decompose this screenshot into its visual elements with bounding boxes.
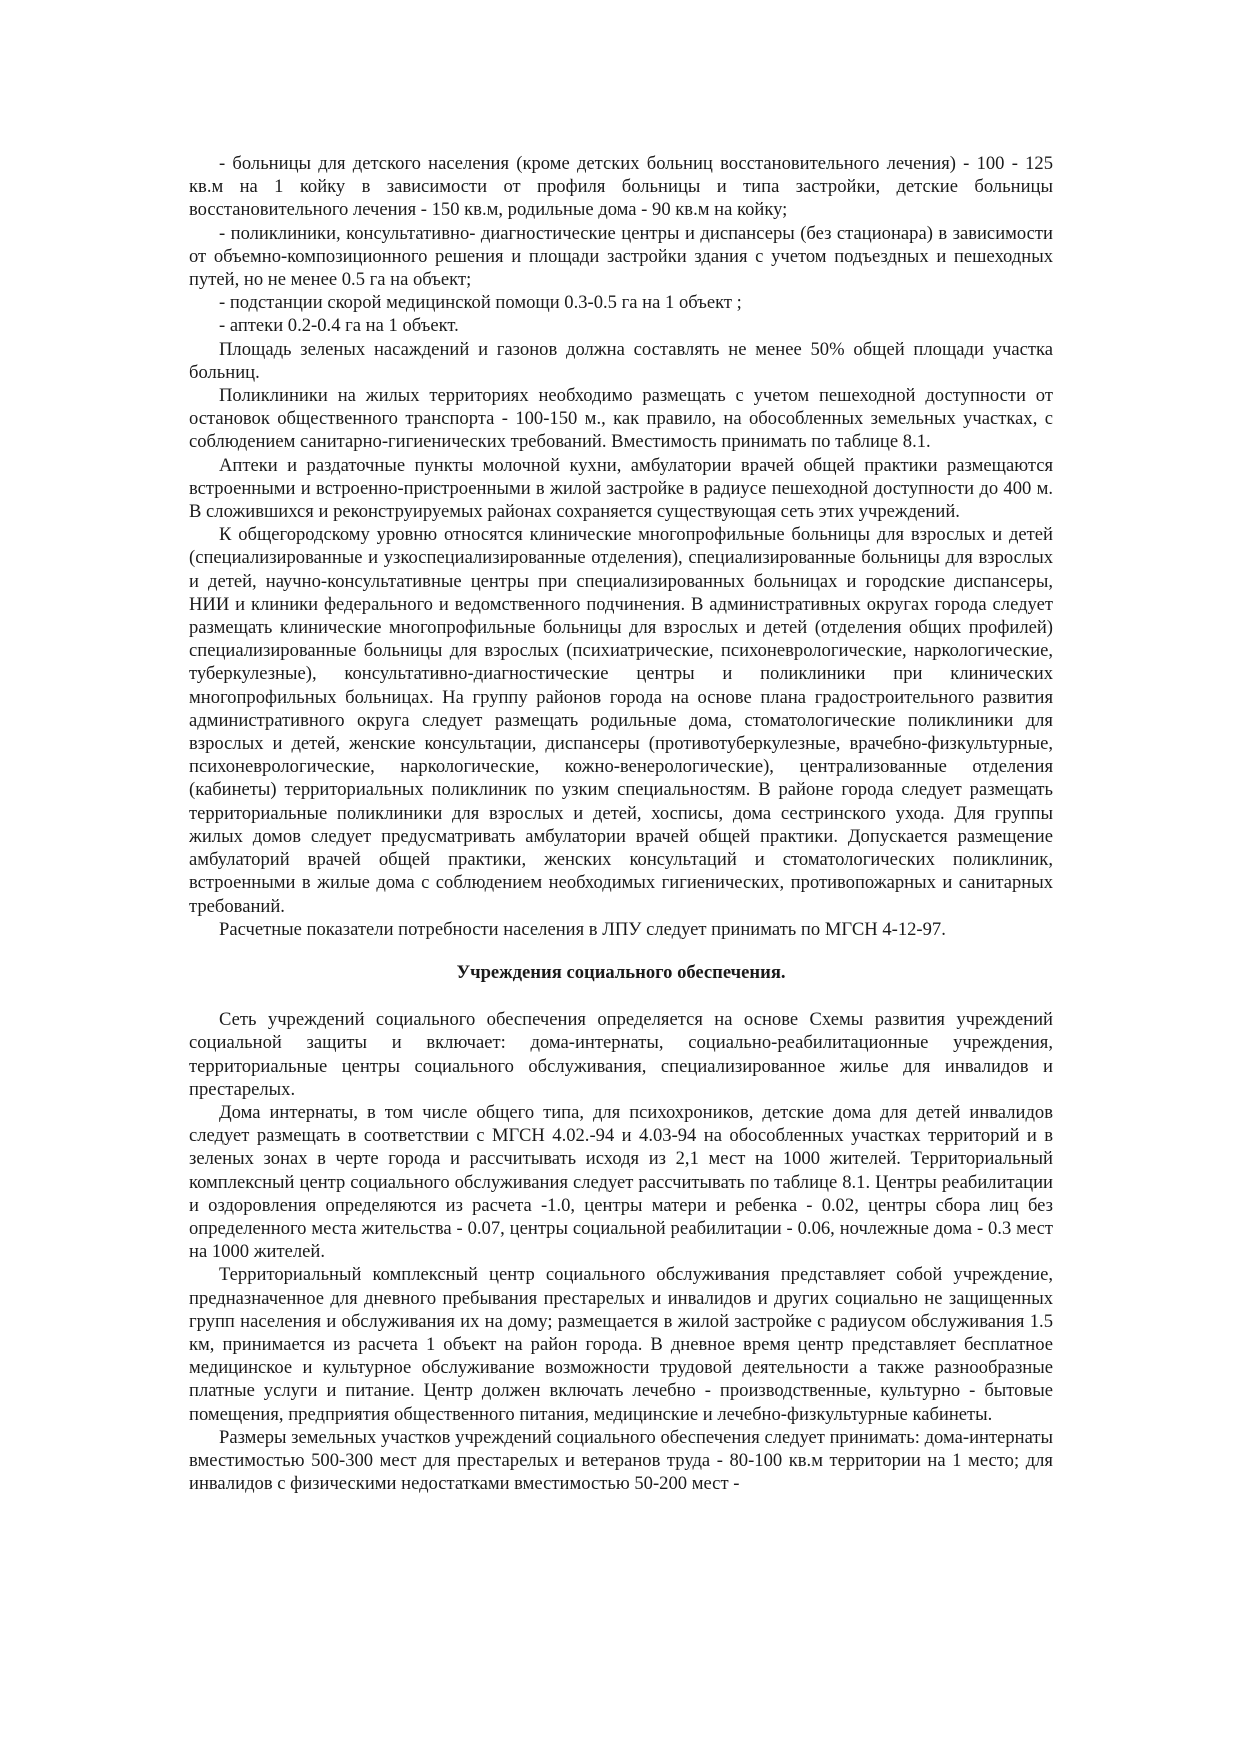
section-title: Учреждения социального обеспечения. <box>456 961 786 983</box>
paragraph-children-hospitals: - больницы для детского населения (кроме детских больниц восстановительного лечения) - 100 - 125 кв.м на 1 койку в зависимости от профиля больницы и типа застройки, детские больницы восстановительного лечения - 150 кв.м, родильные дома - 90 кв.м на койку; <box>189 153 1053 221</box>
paragraph-green-area: Площадь зеленых насаждений и газонов должна составлять не менее 50% общей площади участка больниц. <box>189 338 1053 383</box>
paragraph-calculation-indicators: Расчетные показатели потребности населения в ЛПУ следует принимать по МГСН 4-12-97. <box>219 918 946 940</box>
paragraph-boarding-homes: Дома интернаты, в том числе общего типа, для психохроников, детские дома для детей инвалидов следует размещать в соответствии с МГСН 4.02.-94 и 4.03-94 на обособленных участках территорий и в зеленых зонах в черте города и рассчитывать исходя из 2,1 мест на 1000 жителей. Территориальный комплексный центр социального обслуживания следует рассчитывать по таблице 8.1. Центры реабилитации и оздоровления определяются из расчета -1.0, центры матери и ребенка - 0.02, центры сбора лиц без определенного места жительства - 0.07, центры социальной реабилитации - 0.06, ночлежные дома - 0.3 мест на 1000 жителей. <box>189 1101 1053 1263</box>
paragraph-pharmacies: - аптеки 0.2-0.4 га на 1 объект. <box>219 315 459 337</box>
paragraph-city-level-hospitals: К общегородскому уровню относятся клинические многопрофильные больницы для взрослых и детей (специализированные и узкоспециализированные отделения), специализированные больницы для взрослых и детей, научно-консультативные центры при специализированных больницах и городские диспансеры, НИИ и клиники федерального и ведомственного подчинения. В административных округах города следует размещать клинические многопрофильные больницы для взрослых и детей (отделения общих профилей) специализированные больницы для взрослых (психиатрические, психоневрологические, наркологические, туберкулезные), консультативно-диагностические центры и поликлиники при клинических многопрофильных больницах. На группу районов города на основе плана градостроительного развития административного округа следует размещать родильные дома, стоматологические поликлиники для взрослых и детей, женские консультации, диспансеры (противотуберкулезные, врачебно-физкультурные, психоневрологические, наркологические, кожно-венерологические), централизованные отделения (кабинеты) территориальных поликлиник по узким специальностям. В районе города следует размещать территориальные поликлиники для взрослых и детей, хосписы, дома сестринского ухода. Для группы жилых домов следует предусматривать амбулатории врачей общей практики. Допускается размещение амбулаторий врачей общей практики, женских консультаций и стоматологических поликлиник, встроенными в жилые дома с соблюдением необходимых гигиенических, противопожарных и санитарных требований. <box>189 524 1053 917</box>
paragraph-social-network: Сеть учреждений социального обеспечения определяется на основе Схемы развития учреждений социальной защиты и включает: дома-интернаты, социально-реабилитационные учреждения, территориальные центры социального обслуживания, специализированное жилье для инвалидов и престарелых. <box>189 1009 1053 1100</box>
document-page <box>189 152 1053 1495</box>
paragraph-ambulance-substations: - подстанции скорой медицинской помощи 0.3-0.5 га на 1 объект ; <box>219 292 742 314</box>
paragraph-polyclinics-placement: Поликлиники на жилых территориях необходимо размещать с учетом пешеходной доступности от остановок общественного транспорта - 100-150 м., как правило, на обособленных земельных участках, с соблюдением санитарно-гигиенических требований. Вместимость принимать по таблице 8.1. <box>189 385 1053 453</box>
paragraph-polyclinics-area: - поликлиники, консультативно- диагностические центры и диспансеры (без стационара) в зависимости от объемно-композиционного решения и площади застройки здания с учетом подъездных и пешеходных путей, но не менее 0.5 га на объект; <box>189 222 1053 291</box>
paragraph-land-plot-sizes: Размеры земельных участков учреждений социального обеспечения следует принимать: дома-интернаты вместимостью 500-300 мест для престарелых и ветеранов труда - 80-100 кв.м территории на 1 место; для инвалидов с физическими недостатками вместимостью 50-200 мест - <box>189 1426 1053 1495</box>
paragraph-pharmacies-placement: Аптеки и раздаточные пункты молочной кухни, амбулатории врачей общей практики размещаются встроенными и встроенно-пристроенными в жилой застройке в радиусе пешеходной доступности до 400 м. В сложившихся и реконструируемых районах сохраняется существующая сеть этих учреждений. <box>189 454 1053 523</box>
paragraph-territorial-center: Территориальный комплексный центр социального обслуживания представляет собой учреждение, предназначенное для дневного пребывания престарелых и инвалидов и других социально не защищенных групп населения и обслуживания их на дому; размещается в жилой застройке с радиусом обслуживания 1.5 км, принимается из расчета 1 объект на район города. В дневное время центр представляет бесплатное медицинское и культурное обслуживание возможности трудовой деятельности а также разнообразные платные услуги и питание. Центр должен включать лечебно - производственные, культурно - бытовые помещения, предприятия общественного питания, медицинские и лечебно-физкультурные кабинеты. <box>189 1264 1053 1425</box>
